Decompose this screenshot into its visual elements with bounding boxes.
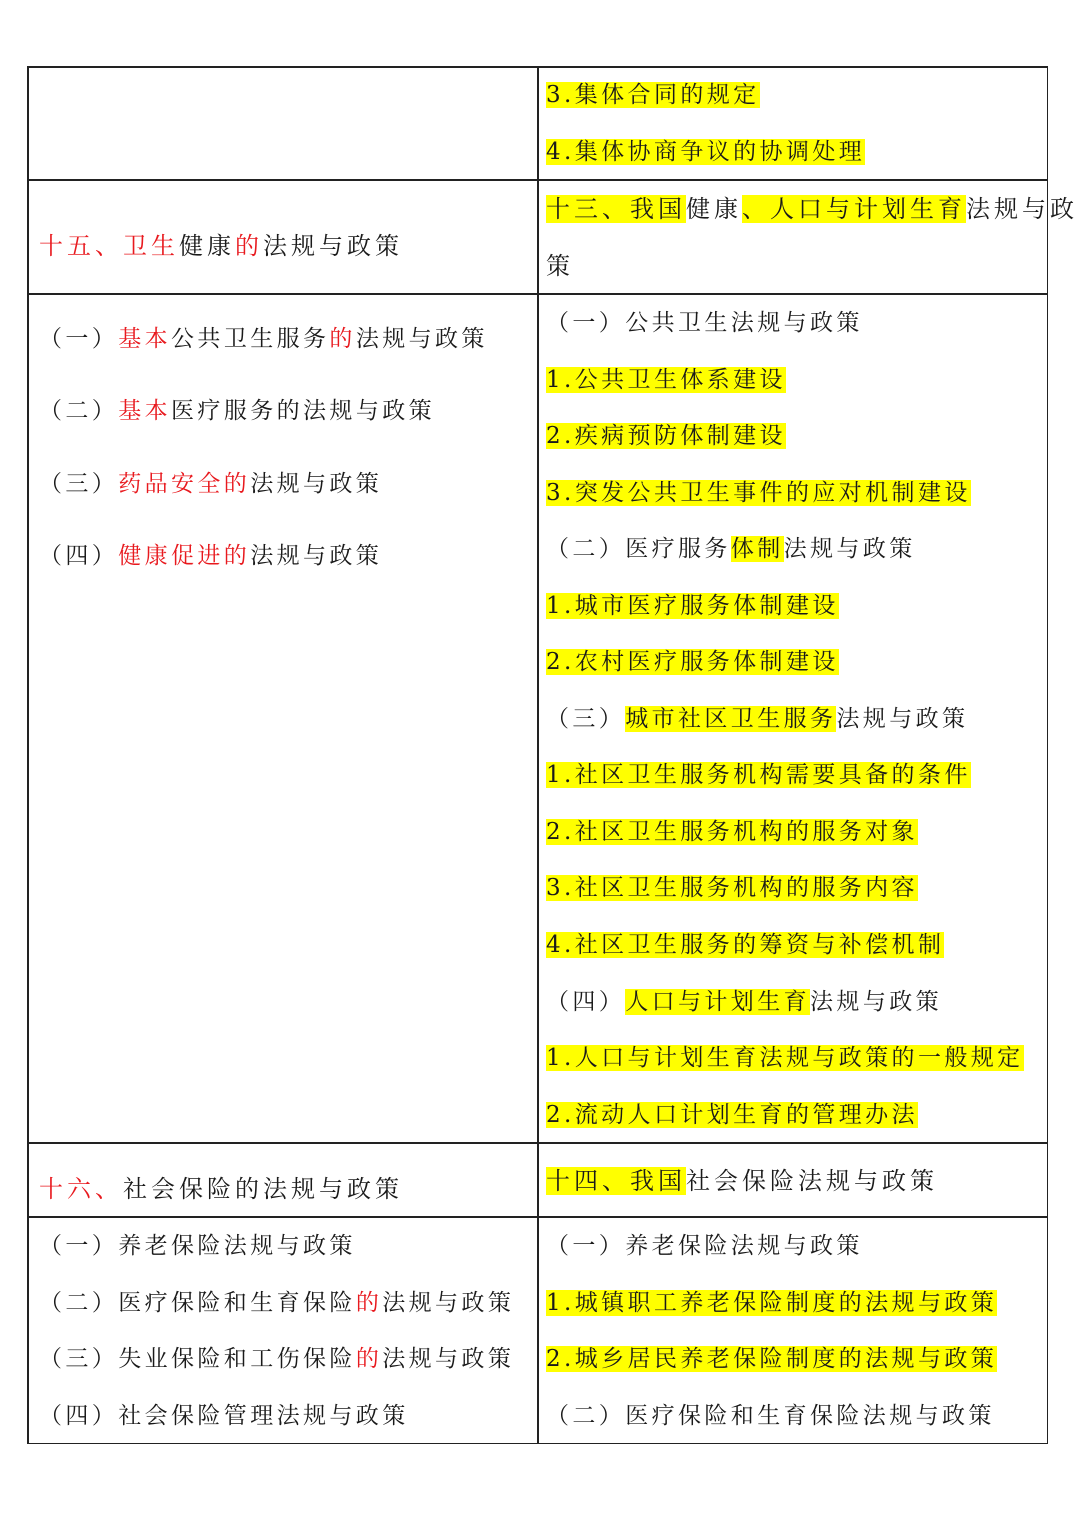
right-cell-line (546, 983, 942, 1021)
right-cell-line (546, 700, 968, 738)
text-segment: 法规与政策 (263, 232, 403, 260)
red-text: 基本 (118, 398, 172, 424)
row-divider (27, 293, 1048, 295)
text-segment: （一） (39, 326, 119, 352)
row-divider (27, 1216, 1048, 1218)
highlighted-text: 十三、我国 (546, 195, 686, 223)
table-border-bottom (27, 1443, 1048, 1445)
right-cell-line (546, 926, 944, 964)
red-text: 的 (329, 326, 356, 352)
highlighted-text: 、人口与计划生育 (742, 195, 966, 223)
highlighted-text: 1.社区卫生服务机构需要具备的条件 (546, 762, 971, 788)
right-cell-line (546, 133, 865, 171)
red-text: 的 (355, 1290, 383, 1316)
left-cell-line (39, 392, 435, 430)
right-cell-line (546, 1284, 997, 1322)
text-segment: 策 (546, 252, 574, 280)
right-cell-line (546, 1039, 1024, 1077)
highlighted-text: 人口与计划生育 (625, 989, 811, 1015)
text-segment: 法规与政策 (355, 326, 488, 352)
table-border-right (1047, 66, 1049, 1444)
highlighted-text: 3.集体合同的规定 (546, 82, 760, 108)
highlighted-text: 1.公共卫生体系建设 (546, 367, 786, 393)
highlighted-text: 2.流动人口计划生育的管理办法 (546, 1102, 918, 1128)
text-segment: 法规与政策 (250, 471, 383, 497)
highlighted-text: 2.社区卫生服务机构的服务对象 (546, 819, 918, 845)
text-segment: （二）医疗保险和生育保险 (39, 1290, 356, 1316)
right-cell-line (546, 1096, 918, 1134)
text-segment: （二） (39, 398, 119, 424)
red-text: 的 (235, 232, 263, 260)
highlighted-text: 3.社区卫生服务机构的服务内容 (546, 875, 918, 901)
right-cell-line (546, 361, 786, 399)
text-segment: 法规与政策 (810, 989, 943, 1015)
right-cell-line (546, 474, 971, 512)
right-cell-line (546, 247, 574, 285)
right-cell-line (546, 1227, 863, 1265)
text-segment: 健康 (179, 232, 235, 260)
highlighted-text: 十四、我国 (546, 1167, 686, 1195)
highlighted-text: 3.突发公共卫生事件的应对机制建设 (546, 480, 971, 506)
text-segment: 公共卫生服务 (171, 326, 330, 352)
right-cell-line (546, 587, 839, 625)
text-segment: （四） (546, 989, 626, 1015)
right-cell-line (546, 1340, 997, 1378)
row-divider (27, 1142, 1048, 1144)
text-segment: （一）公共卫生法规与政策 (546, 310, 863, 336)
table-border-left (27, 66, 29, 1444)
left-cell-line (39, 227, 403, 265)
text-segment: （三） (546, 706, 626, 732)
policy-comparison-table (27, 66, 1078, 1444)
red-text: 十五、卫生 (39, 232, 179, 260)
highlighted-text: 2.疾病预防体制建设 (546, 423, 786, 449)
highlighted-text: 城市社区卫生服务 (625, 706, 837, 732)
text-segment: 社会保险法规与政策 (686, 1167, 938, 1195)
right-cell-line (546, 1397, 995, 1435)
right-cell-line (546, 869, 918, 907)
highlighted-text: 4.社区卫生服务的筹资与补偿机制 (546, 932, 945, 958)
text-segment: 法规与政 (966, 195, 1078, 223)
red-text: 健康促进的 (118, 543, 251, 569)
highlighted-text: 1.城市医疗服务体制建设 (546, 593, 839, 619)
text-segment: （四）社会保险管理法规与政策 (39, 1403, 409, 1429)
highlighted-text: 1.人口与计划生育法规与政策的一般规定 (546, 1045, 1024, 1071)
left-cell-line (39, 1227, 356, 1265)
highlighted-text: 4.集体协商争议的协调处理 (546, 139, 866, 165)
right-cell-line (546, 530, 916, 568)
left-cell-line (39, 1340, 514, 1378)
left-cell-line (39, 1170, 403, 1208)
highlighted-text: 体制 (730, 536, 784, 562)
red-text: 十六、 (39, 1175, 123, 1203)
text-segment: 法规与政策 (836, 706, 969, 732)
text-segment: （一）养老保险法规与政策 (39, 1233, 356, 1259)
table-column-divider (537, 66, 539, 1444)
text-segment: 法规与政策 (250, 543, 383, 569)
table-border-top (27, 66, 1048, 68)
right-cell-line (546, 1162, 938, 1200)
left-cell-line (39, 320, 488, 358)
text-segment: （三）失业保险和工伤保险 (39, 1346, 356, 1372)
text-segment: （三） (39, 471, 119, 497)
row-divider (27, 179, 1048, 181)
text-segment: （二）医疗服务 (546, 536, 731, 562)
text-segment: 社会保险的法规与政策 (123, 1175, 403, 1203)
red-text: 基本 (118, 326, 172, 352)
text-segment: 医疗服务的法规与政策 (171, 398, 436, 424)
right-cell-line (546, 643, 839, 681)
left-cell-line (39, 465, 382, 503)
red-text: 药品安全的 (118, 471, 251, 497)
right-cell-line (546, 813, 918, 851)
text-segment: 健康 (686, 195, 742, 223)
right-cell-line (546, 190, 1078, 228)
left-cell-line (39, 1397, 409, 1435)
highlighted-text: 2.城乡居民养老保险制度的法规与政策 (546, 1346, 998, 1372)
text-segment: 法规与政策 (382, 1290, 515, 1316)
right-cell-line (546, 76, 760, 114)
left-cell-line (39, 1284, 514, 1322)
text-segment: 法规与政策 (382, 1346, 515, 1372)
text-segment: （一）养老保险法规与政策 (546, 1233, 863, 1259)
text-segment: 法规与政策 (783, 536, 916, 562)
highlighted-text: 2.农村医疗服务体制建设 (546, 649, 839, 675)
right-cell-line (546, 304, 863, 342)
text-segment: （二）医疗保险和生育保险法规与政策 (546, 1403, 995, 1429)
red-text: 的 (355, 1346, 383, 1372)
text-segment: （四） (39, 543, 119, 569)
left-cell-line (39, 537, 382, 575)
right-cell-line (546, 417, 786, 455)
right-cell-line (546, 756, 971, 794)
highlighted-text: 1.城镇职工养老保险制度的法规与政策 (546, 1290, 998, 1316)
